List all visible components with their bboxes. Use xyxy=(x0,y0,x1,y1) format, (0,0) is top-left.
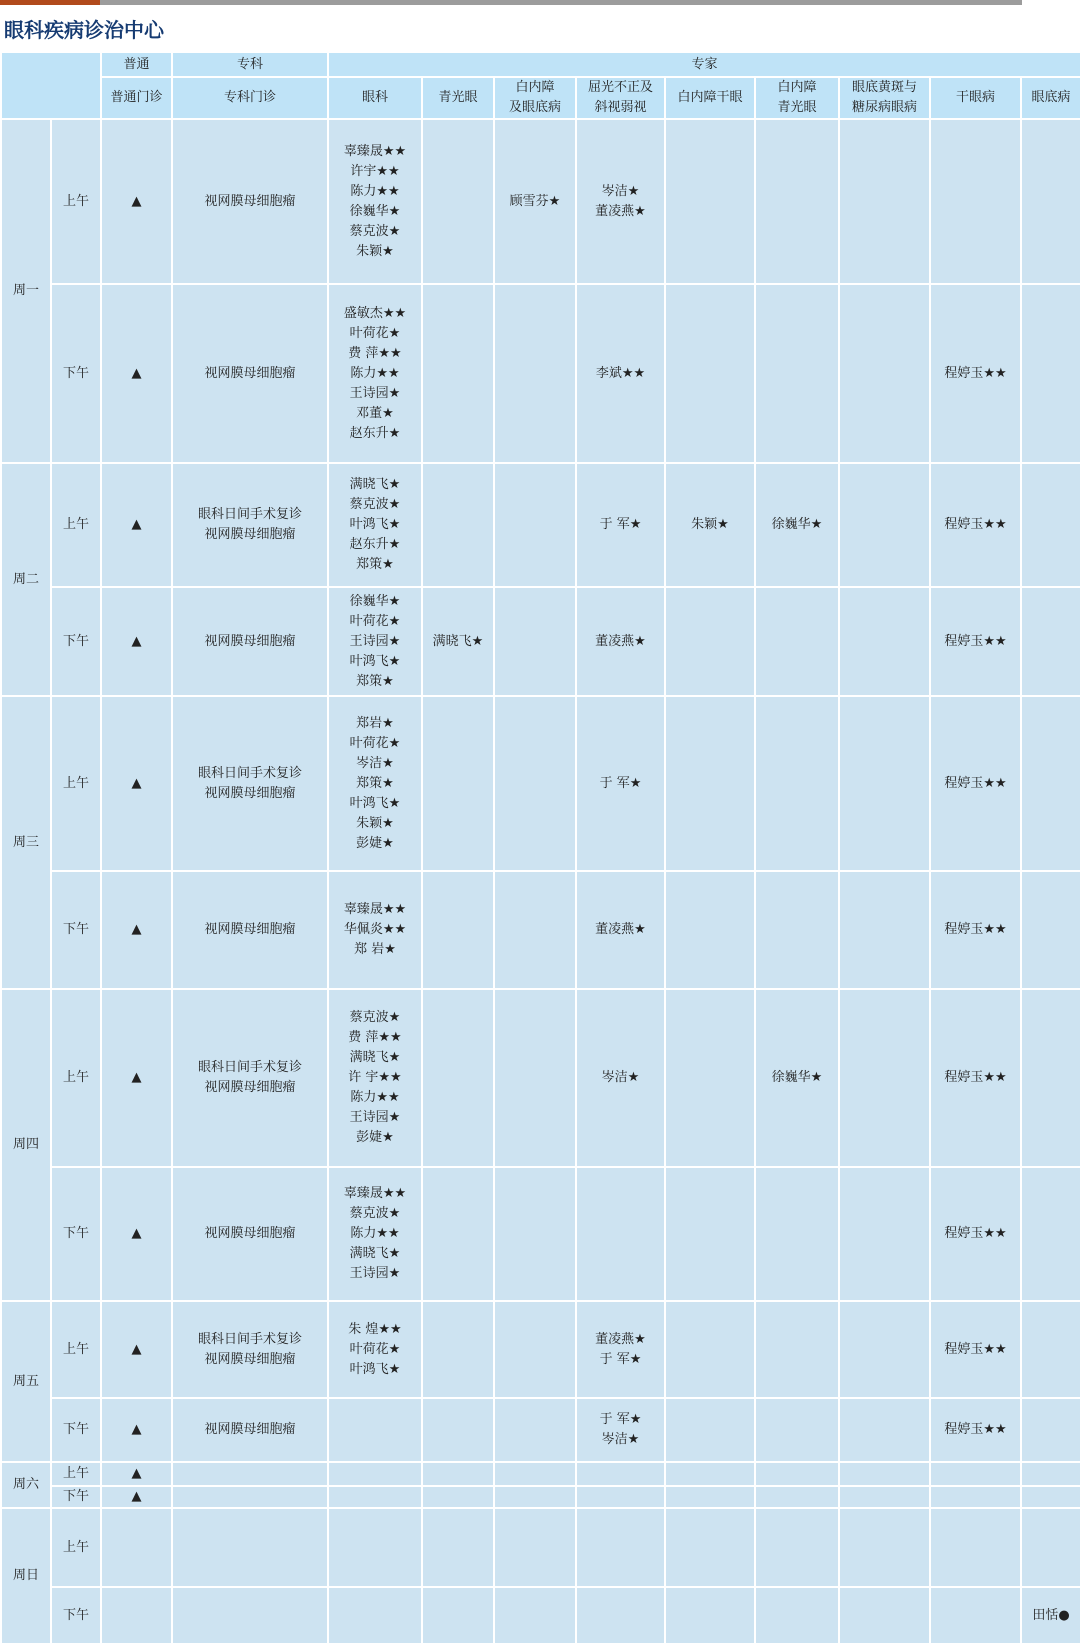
schedule-cell-ophthalmology: 辜臻晟★★ 蔡克波★ 陈力★★ 满晓飞★ 王诗园★ xyxy=(328,1167,422,1301)
schedule-row-sat-pm xyxy=(1,1486,1080,1508)
schedule-cell-cataract-fundus xyxy=(494,1167,576,1301)
schedule-cell-fundus xyxy=(1021,587,1080,696)
schedule-cell-macula-diabetic xyxy=(839,119,930,284)
time-slot-label: 下午 xyxy=(51,587,101,696)
time-slot-label: 下午 xyxy=(51,871,101,989)
schedule-cell-dry-eye: 程婷玉★★ xyxy=(930,1398,1021,1462)
schedule-cell-specialty-clinic: 视网膜母细胞瘤 xyxy=(172,1398,328,1462)
column-header-fundus: 眼底病 xyxy=(1021,77,1080,119)
schedule-cell-dry-eye xyxy=(930,1462,1021,1486)
schedule-cell-fundus xyxy=(1021,696,1080,871)
clinic-schedule-table xyxy=(0,51,1080,1645)
schedule-cell-specialty-clinic: 视网膜母细胞瘤 xyxy=(172,284,328,463)
schedule-cell-general-clinic: ▲ xyxy=(101,989,172,1167)
schedule-cell-general-clinic: ▲ xyxy=(101,463,172,587)
schedule-cell-refraction-strabismus: 岑洁★ 董凌燕★ xyxy=(576,119,665,284)
schedule-cell-refraction-strabismus: 董凌燕★ xyxy=(576,587,665,696)
schedule-cell-cataract-fundus xyxy=(494,1587,576,1644)
schedule-cell-glaucoma xyxy=(422,1301,494,1398)
schedule-cell-general-clinic: ▲ xyxy=(101,1398,172,1462)
schedule-cell-cataract-dry-eye xyxy=(665,1508,755,1587)
schedule-cell-fundus xyxy=(1021,463,1080,587)
schedule-cell-ophthalmology xyxy=(328,1398,422,1462)
schedule-cell-ophthalmology xyxy=(328,1486,422,1508)
schedule-cell-cataract-fundus xyxy=(494,587,576,696)
schedule-cell-specialty-clinic: 眼科日间手术复诊 视网膜母细胞瘤 xyxy=(172,1301,328,1398)
day-label: 周五 xyxy=(1,1301,51,1462)
schedule-cell-specialty-clinic: 视网膜母细胞瘤 xyxy=(172,119,328,284)
schedule-cell-cataract-glaucoma xyxy=(755,696,839,871)
schedule-cell-fundus xyxy=(1021,1167,1080,1301)
schedule-cell-general-clinic: ▲ xyxy=(101,1462,172,1486)
schedule-cell-cataract-glaucoma xyxy=(755,1398,839,1462)
top-accent-bar xyxy=(0,0,1080,5)
schedule-cell-cataract-glaucoma xyxy=(755,119,839,284)
schedule-cell-cataract-dry-eye xyxy=(665,1167,755,1301)
schedule-cell-fundus xyxy=(1021,1508,1080,1587)
schedule-cell-cataract-dry-eye xyxy=(665,587,755,696)
schedule-cell-macula-diabetic xyxy=(839,989,930,1167)
schedule-cell-general-clinic xyxy=(101,1508,172,1587)
schedule-cell-glaucoma xyxy=(422,1462,494,1486)
schedule-cell-refraction-strabismus: 董凌燕★ xyxy=(576,871,665,989)
schedule-cell-dry-eye: 程婷玉★★ xyxy=(930,871,1021,989)
schedule-cell-general-clinic: ▲ xyxy=(101,871,172,989)
schedule-cell-cataract-glaucoma xyxy=(755,1587,839,1644)
column-header-macula-diabetic: 眼底黄斑与 糖尿病眼病 xyxy=(839,77,930,119)
schedule-cell-specialty-clinic xyxy=(172,1508,328,1587)
column-header-cataract-fundus: 白内障 及眼底病 xyxy=(494,77,576,119)
schedule-cell-refraction-strabismus xyxy=(576,1587,665,1644)
header-group-general: 普通 xyxy=(101,52,172,77)
page-title: 眼科疾病诊治中心 xyxy=(4,18,164,42)
schedule-row-tue-am xyxy=(1,463,1080,587)
schedule-cell-refraction-strabismus xyxy=(576,1508,665,1587)
schedule-cell-cataract-glaucoma xyxy=(755,587,839,696)
schedule-cell-specialty-clinic: 视网膜母细胞瘤 xyxy=(172,1167,328,1301)
column-header-cataract-glaucoma: 白内障 青光眼 xyxy=(755,77,839,119)
schedule-cell-cataract-dry-eye xyxy=(665,1486,755,1508)
schedule-cell-macula-diabetic xyxy=(839,284,930,463)
column-header-specialty-clinic: 专科门诊 xyxy=(172,77,328,119)
schedule-cell-refraction-strabismus: 于 军★ 岑洁★ xyxy=(576,1398,665,1462)
schedule-row-sun-pm xyxy=(1,1587,1080,1644)
schedule-row-tue-pm xyxy=(1,587,1080,696)
column-header-glaucoma: 青光眼 xyxy=(422,77,494,119)
column-header-dry-eye: 干眼病 xyxy=(930,77,1021,119)
day-label: 周六 xyxy=(1,1462,51,1508)
schedule-cell-ophthalmology: 辜臻晟★★ 许宇★★ 陈力★★ 徐巍华★ 蔡克波★ 朱颖★ xyxy=(328,119,422,284)
schedule-cell-glaucoma xyxy=(422,1398,494,1462)
schedule-cell-refraction-strabismus: 于 军★ xyxy=(576,463,665,587)
schedule-cell-ophthalmology: 朱 煌★★ 叶荷花★ 叶鸿飞★ xyxy=(328,1301,422,1398)
schedule-cell-glaucoma xyxy=(422,696,494,871)
schedule-cell-general-clinic: ▲ xyxy=(101,119,172,284)
header-group-specialty: 专科 xyxy=(172,52,328,77)
schedule-cell-specialty-clinic xyxy=(172,1587,328,1644)
time-slot-label: 下午 xyxy=(51,284,101,463)
schedule-cell-ophthalmology xyxy=(328,1508,422,1587)
schedule-cell-macula-diabetic xyxy=(839,1301,930,1398)
schedule-cell-dry-eye xyxy=(930,1587,1021,1644)
day-label: 周四 xyxy=(1,989,51,1301)
schedule-cell-cataract-glaucoma xyxy=(755,1301,839,1398)
schedule-cell-refraction-strabismus: 李斌★★ xyxy=(576,284,665,463)
schedule-cell-cataract-glaucoma xyxy=(755,1462,839,1486)
schedule-row-wed-pm xyxy=(1,871,1080,989)
schedule-cell-cataract-fundus xyxy=(494,989,576,1167)
schedule-cell-macula-diabetic xyxy=(839,1587,930,1644)
schedule-row-thu-pm xyxy=(1,1167,1080,1301)
schedule-cell-general-clinic: ▲ xyxy=(101,1167,172,1301)
schedule-cell-glaucoma xyxy=(422,1167,494,1301)
schedule-cell-dry-eye: 程婷玉★★ xyxy=(930,284,1021,463)
schedule-cell-dry-eye: 程婷玉★★ xyxy=(930,696,1021,871)
header-row-columns xyxy=(1,77,1080,119)
schedule-cell-cataract-fundus xyxy=(494,463,576,587)
schedule-cell-dry-eye: 程婷玉★★ xyxy=(930,989,1021,1167)
schedule-cell-cataract-glaucoma: 徐巍华★ xyxy=(755,463,839,587)
header-group-expert: 专家 xyxy=(328,52,1080,77)
schedule-cell-dry-eye: 程婷玉★★ xyxy=(930,587,1021,696)
schedule-cell-cataract-glaucoma xyxy=(755,871,839,989)
schedule-cell-refraction-strabismus: 董凌燕★ 于 军★ xyxy=(576,1301,665,1398)
schedule-cell-macula-diabetic xyxy=(839,463,930,587)
schedule-cell-cataract-glaucoma xyxy=(755,1508,839,1587)
schedule-cell-cataract-fundus xyxy=(494,1462,576,1486)
time-slot-label: 上午 xyxy=(51,1508,101,1587)
schedule-cell-general-clinic: ▲ xyxy=(101,696,172,871)
schedule-cell-cataract-fundus xyxy=(494,284,576,463)
schedule-cell-glaucoma xyxy=(422,1486,494,1508)
schedule-cell-cataract-glaucoma xyxy=(755,1486,839,1508)
header-corner-cell xyxy=(1,52,101,119)
schedule-cell-dry-eye: 程婷玉★★ xyxy=(930,1167,1021,1301)
schedule-cell-ophthalmology: 满晓飞★ 蔡克波★ 叶鸿飞★ 赵东升★ 郑策★ xyxy=(328,463,422,587)
schedule-cell-cataract-dry-eye xyxy=(665,871,755,989)
day-label: 周三 xyxy=(1,696,51,989)
schedule-cell-cataract-fundus xyxy=(494,1301,576,1398)
schedule-cell-refraction-strabismus: 于 军★ xyxy=(576,696,665,871)
schedule-cell-macula-diabetic xyxy=(839,871,930,989)
schedule-cell-macula-diabetic xyxy=(839,1486,930,1508)
schedule-cell-fundus xyxy=(1021,1398,1080,1462)
schedule-cell-specialty-clinic: 眼科日间手术复诊 视网膜母细胞瘤 xyxy=(172,696,328,871)
schedule-row-sat-am xyxy=(1,1462,1080,1486)
schedule-cell-ophthalmology: 徐巍华★ 叶荷花★ 王诗园★ 叶鸿飞★ 郑策★ xyxy=(328,587,422,696)
time-slot-label: 上午 xyxy=(51,119,101,284)
schedule-cell-macula-diabetic xyxy=(839,1167,930,1301)
schedule-cell-ophthalmology xyxy=(328,1462,422,1486)
time-slot-label: 上午 xyxy=(51,1462,101,1486)
schedule-cell-cataract-fundus xyxy=(494,1508,576,1587)
schedule-cell-specialty-clinic: 视网膜母细胞瘤 xyxy=(172,871,328,989)
schedule-row-thu-am xyxy=(1,989,1080,1167)
schedule-cell-ophthalmology: 郑岩★ 叶荷花★ 岑洁★ 郑策★ 叶鸿飞★ 朱颖★ 彭婕★ xyxy=(328,696,422,871)
schedule-cell-fundus xyxy=(1021,119,1080,284)
schedule-cell-ophthalmology xyxy=(328,1587,422,1644)
top-accent-bar-right xyxy=(100,0,1022,5)
schedule-cell-glaucoma xyxy=(422,463,494,587)
schedule-cell-specialty-clinic xyxy=(172,1486,328,1508)
schedule-cell-dry-eye: 程婷玉★★ xyxy=(930,463,1021,587)
schedule-row-wed-am xyxy=(1,696,1080,871)
schedule-cell-glaucoma xyxy=(422,871,494,989)
schedule-cell-macula-diabetic xyxy=(839,1508,930,1587)
schedule-row-fri-am xyxy=(1,1301,1080,1398)
schedule-cell-glaucoma xyxy=(422,119,494,284)
schedule-cell-cataract-fundus xyxy=(494,1398,576,1462)
schedule-cell-cataract-glaucoma: 徐巍华★ xyxy=(755,989,839,1167)
schedule-cell-cataract-fundus xyxy=(494,696,576,871)
schedule-cell-cataract-dry-eye xyxy=(665,1301,755,1398)
schedule-cell-general-clinic: ▲ xyxy=(101,587,172,696)
schedule-cell-cataract-dry-eye xyxy=(665,1462,755,1486)
schedule-cell-cataract-fundus: 顾雪芬★ xyxy=(494,119,576,284)
schedule-cell-general-clinic xyxy=(101,1587,172,1644)
schedule-cell-cataract-dry-eye xyxy=(665,1398,755,1462)
schedule-cell-fundus xyxy=(1021,284,1080,463)
schedule-cell-specialty-clinic: 视网膜母细胞瘤 xyxy=(172,587,328,696)
schedule-cell-refraction-strabismus xyxy=(576,1167,665,1301)
time-slot-label: 上午 xyxy=(51,1301,101,1398)
column-header-ophthalmology: 眼科 xyxy=(328,77,422,119)
schedule-cell-macula-diabetic xyxy=(839,696,930,871)
schedule-cell-general-clinic: ▲ xyxy=(101,1486,172,1508)
schedule-cell-glaucoma xyxy=(422,284,494,463)
schedule-cell-ophthalmology: 盛敏杰★★ 叶荷花★ 费 萍★★ 陈力★★ 王诗园★ 邓董★ 赵东升★ xyxy=(328,284,422,463)
day-label: 周二 xyxy=(1,463,51,696)
schedule-cell-cataract-dry-eye xyxy=(665,696,755,871)
schedule-cell-cataract-dry-eye xyxy=(665,119,755,284)
schedule-cell-general-clinic: ▲ xyxy=(101,1301,172,1398)
schedule-row-fri-pm xyxy=(1,1398,1080,1462)
schedule-cell-cataract-dry-eye xyxy=(665,989,755,1167)
schedule-cell-specialty-clinic: 眼科日间手术复诊 视网膜母细胞瘤 xyxy=(172,463,328,587)
day-label: 周一 xyxy=(1,119,51,463)
schedule-cell-dry-eye xyxy=(930,1508,1021,1587)
schedule-row-sun-am xyxy=(1,1508,1080,1587)
time-slot-label: 下午 xyxy=(51,1587,101,1644)
schedule-cell-cataract-glaucoma xyxy=(755,284,839,463)
schedule-cell-refraction-strabismus xyxy=(576,1462,665,1486)
time-slot-label: 上午 xyxy=(51,463,101,587)
schedule-cell-fundus xyxy=(1021,1301,1080,1398)
schedule-cell-dry-eye: 程婷玉★★ xyxy=(930,1301,1021,1398)
schedule-cell-glaucoma xyxy=(422,1587,494,1644)
schedule-cell-cataract-glaucoma xyxy=(755,1167,839,1301)
schedule-cell-glaucoma xyxy=(422,1508,494,1587)
schedule-cell-macula-diabetic xyxy=(839,587,930,696)
schedule-cell-fundus xyxy=(1021,989,1080,1167)
schedule-cell-specialty-clinic xyxy=(172,1462,328,1486)
time-slot-label: 下午 xyxy=(51,1398,101,1462)
schedule-cell-dry-eye xyxy=(930,119,1021,284)
time-slot-label: 上午 xyxy=(51,989,101,1167)
schedule-cell-cataract-dry-eye: 朱颖★ xyxy=(665,463,755,587)
header-row-groups xyxy=(1,52,1080,77)
schedule-cell-fundus: 田恬● xyxy=(1021,1587,1080,1644)
schedule-cell-cataract-fundus xyxy=(494,871,576,989)
time-slot-label: 下午 xyxy=(51,1486,101,1508)
schedule-cell-general-clinic: ▲ xyxy=(101,284,172,463)
schedule-row-mon-am xyxy=(1,119,1080,284)
schedule-cell-macula-diabetic xyxy=(839,1398,930,1462)
schedule-cell-specialty-clinic: 眼科日间手术复诊 视网膜母细胞瘤 xyxy=(172,989,328,1167)
schedule-cell-fundus xyxy=(1021,1486,1080,1508)
schedule-cell-cataract-dry-eye xyxy=(665,1587,755,1644)
schedule-row-mon-pm xyxy=(1,284,1080,463)
schedule-cell-ophthalmology: 蔡克波★ 费 萍★★ 满晓飞★ 许 宇★★ 陈力★★ 王诗园★ 彭婕★ xyxy=(328,989,422,1167)
schedule-cell-dry-eye xyxy=(930,1486,1021,1508)
schedule-cell-cataract-dry-eye xyxy=(665,284,755,463)
schedule-cell-ophthalmology: 辜臻晟★★ 华佩炎★★ 郑 岩★ xyxy=(328,871,422,989)
top-accent-bar-left xyxy=(0,0,100,5)
column-header-general-clinic: 普通门诊 xyxy=(101,77,172,119)
time-slot-label: 下午 xyxy=(51,1167,101,1301)
schedule-cell-refraction-strabismus xyxy=(576,1486,665,1508)
schedule-cell-cataract-fundus xyxy=(494,1486,576,1508)
column-header-cataract-dry-eye: 白内障干眼 xyxy=(665,77,755,119)
schedule-cell-glaucoma: 满晓飞★ xyxy=(422,587,494,696)
schedule-cell-refraction-strabismus: 岑洁★ xyxy=(576,989,665,1167)
time-slot-label: 上午 xyxy=(51,696,101,871)
schedule-cell-glaucoma xyxy=(422,989,494,1167)
column-header-refraction-strabismus: 屈光不正及 斜视弱视 xyxy=(576,77,665,119)
day-label: 周日 xyxy=(1,1508,51,1644)
schedule-cell-fundus xyxy=(1021,871,1080,989)
schedule-cell-macula-diabetic xyxy=(839,1462,930,1486)
schedule-cell-fundus xyxy=(1021,1462,1080,1486)
